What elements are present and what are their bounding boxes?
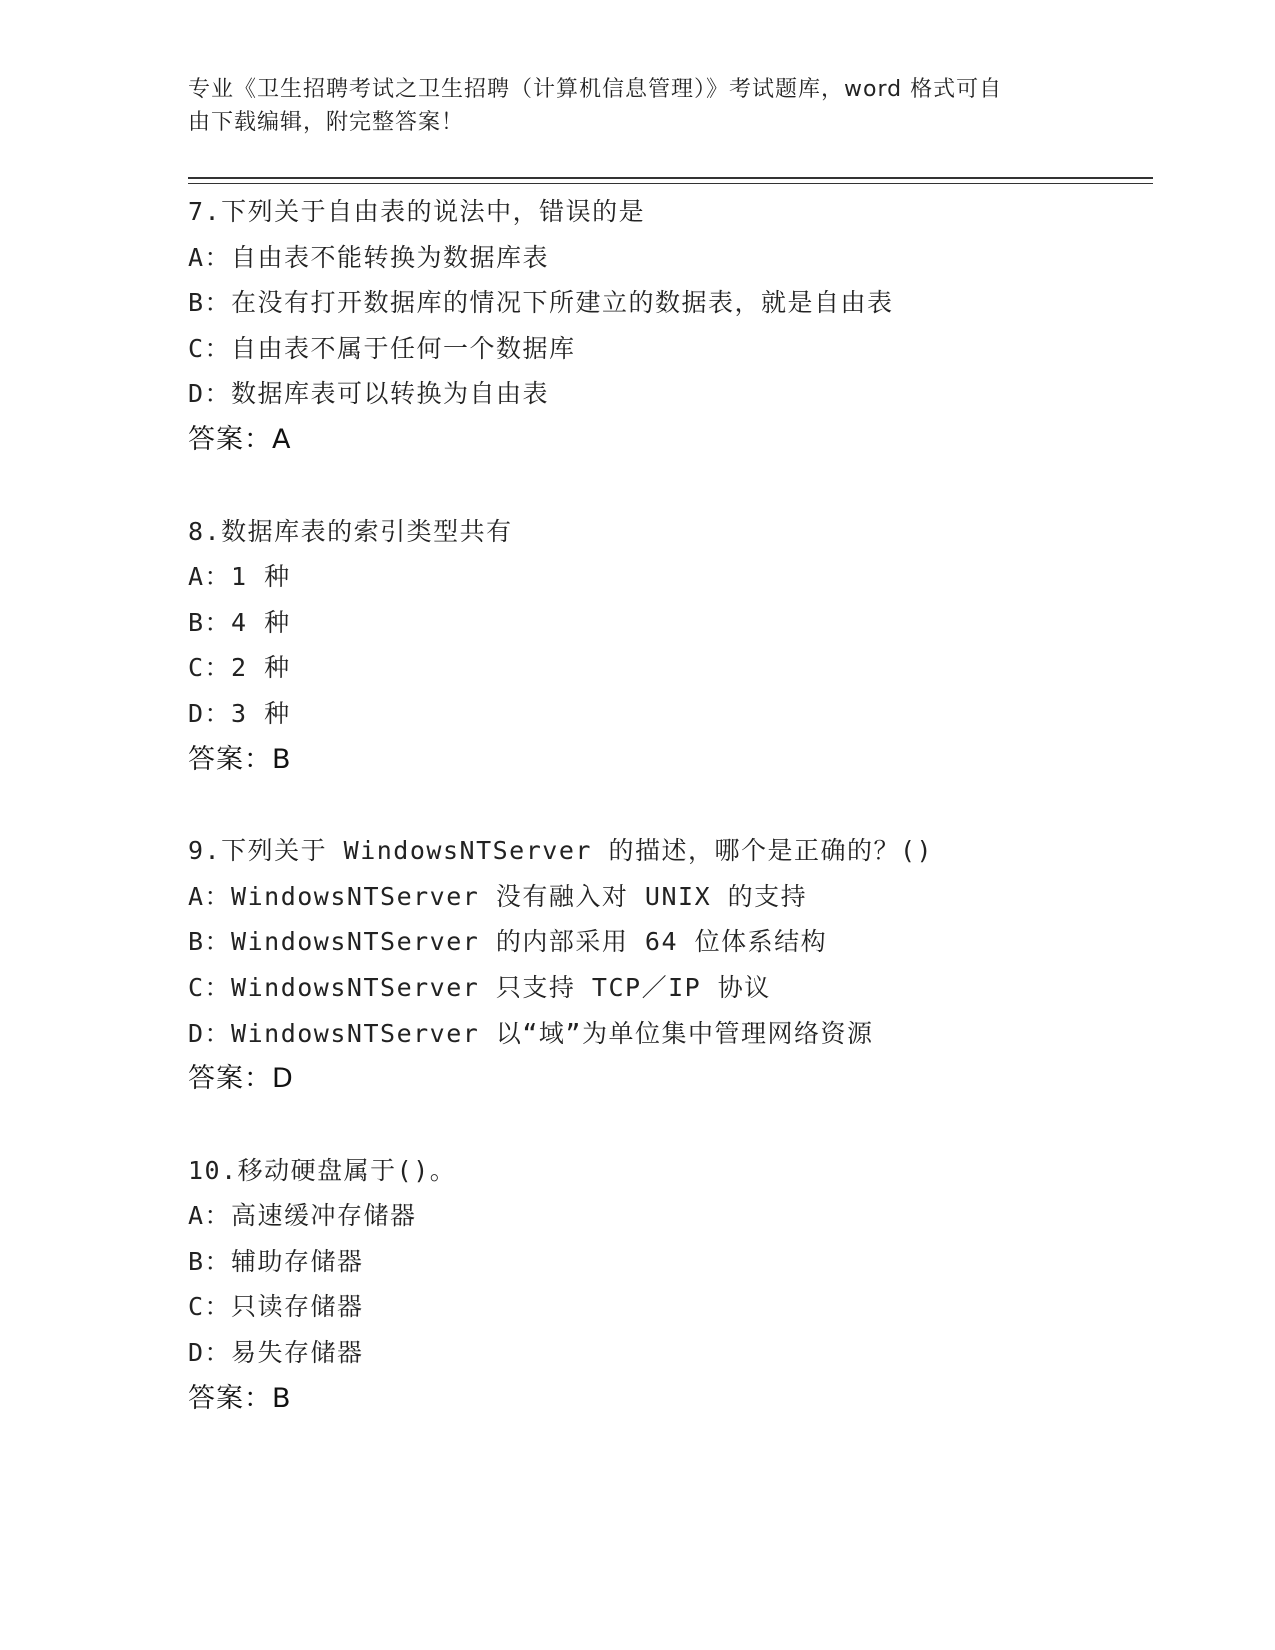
question-stem: 9.下列关于 WindowsNTServer 的描述，哪个是正确的？(): [188, 836, 934, 866]
header-line-1: 专业《卫生招聘考试之卫生招聘（计算机信息管理）》考试题库，word 格式可自: [188, 77, 1003, 102]
question-stem: 10.移动硬盘属于()。: [188, 1155, 457, 1185]
option-b: B：WindowsNTServer 的内部采用 64 位体系结构: [188, 927, 828, 957]
question-9: [188, 828, 1168, 1102]
option-d: D：3 种: [188, 698, 291, 728]
answer-line: 答案：B: [188, 1382, 292, 1414]
option-a: A：高速缓冲存储器: [188, 1201, 417, 1231]
option-c: C：只读存储器: [188, 1292, 364, 1322]
header-divider-thick: [188, 177, 1153, 179]
option-c: C：WindowsNTServer 只支持 TCP／IP 协议: [188, 972, 771, 1002]
header-line-2: 由下载编辑，附完整答案！: [188, 110, 465, 135]
option-c: C：2 种: [188, 653, 291, 683]
option-b: B：在没有打开数据库的情况下所建立的数据表，就是自由表: [188, 288, 894, 318]
question-stem: 8.数据库表的索引类型共有: [188, 516, 513, 546]
header-divider-thin: [188, 183, 1153, 184]
option-d: D：数据库表可以转换为自由表: [188, 379, 550, 409]
question-8: [188, 509, 1168, 783]
question-stem: 7.下列关于自由表的说法中，错误的是: [188, 197, 646, 226]
option-d: D：易失存储器: [188, 1338, 364, 1368]
answer-line: 答案：B: [188, 743, 292, 775]
option-b: B：4 种: [188, 607, 291, 637]
option-d: D：WindowsNTServer 以“域”为单位集中管理网络资源: [188, 1018, 874, 1048]
document-header: [188, 73, 1088, 139]
question-7: [188, 189, 1168, 463]
answer-line: 答案：D: [188, 1063, 294, 1095]
answer-line: 答案：A: [188, 423, 292, 455]
question-list: [188, 189, 1168, 1467]
option-b: B：辅助存储器: [188, 1246, 364, 1276]
option-c: C：自由表不属于任何一个数据库: [188, 333, 576, 363]
option-a: A：1 种: [188, 562, 291, 592]
option-a: A：WindowsNTServer 没有融入对 UNIX 的支持: [188, 881, 808, 911]
option-a: A：自由表不能转换为数据库表: [188, 242, 550, 272]
question-10: [188, 1148, 1168, 1422]
